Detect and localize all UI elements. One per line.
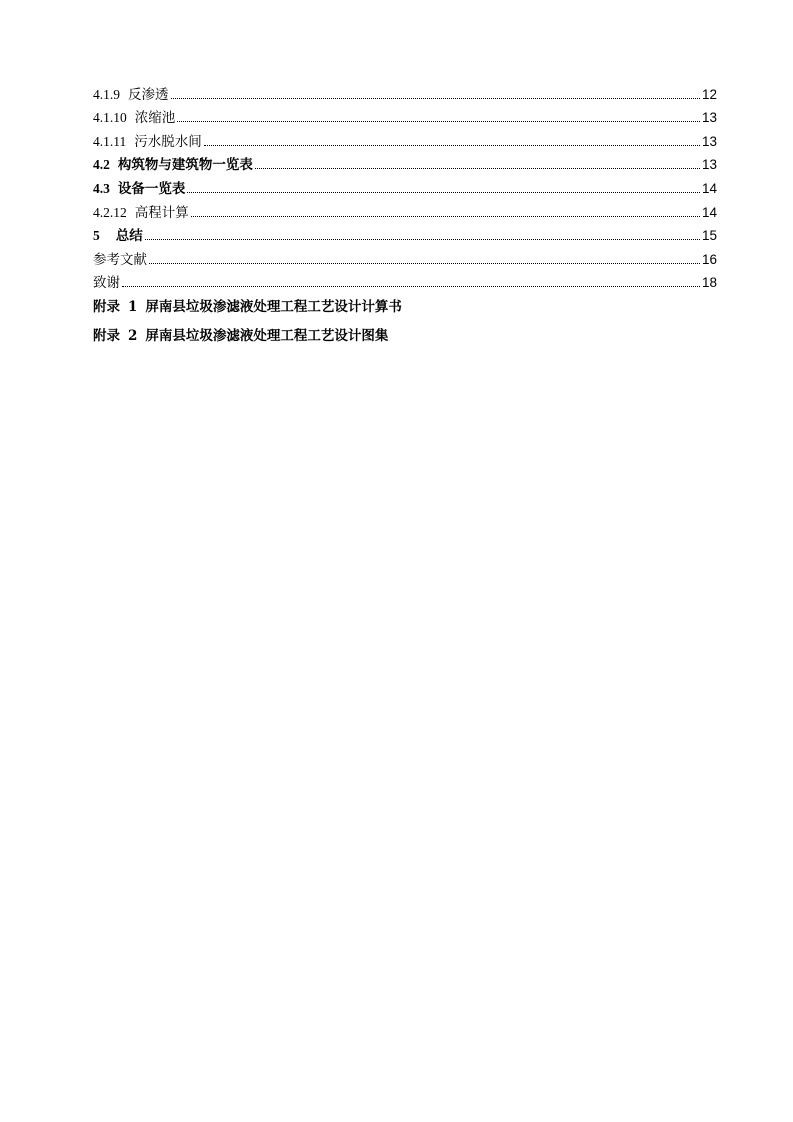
appendix-label: 附录	[93, 298, 120, 315]
toc-entry-title: 污水脱水间	[134, 133, 202, 150]
toc-entry-4-1-9[interactable]	[93, 79, 717, 103]
toc-page-number: 16	[701, 251, 717, 267]
toc-page-number: 13	[701, 110, 717, 126]
toc-leader-dots	[122, 285, 700, 287]
toc-entry-number: 4.1.9	[93, 86, 120, 102]
toc-page-number: 14	[701, 204, 717, 220]
toc-entry-number: 4.1.10	[93, 110, 127, 126]
toc-entry-5[interactable]	[93, 221, 717, 245]
table-of-contents	[93, 79, 717, 344]
toc-leader-dots	[187, 191, 700, 193]
appendix-title: 屏南县垃圾渗滤液处理工程工艺设计图集	[145, 327, 389, 344]
toc-entry-title: 设备一览表	[117, 180, 186, 197]
toc-entry-title: 参考文献	[93, 251, 147, 268]
toc-appendix-2[interactable]	[93, 315, 717, 344]
toc-page-number: 14	[701, 180, 717, 196]
toc-entry-4-1-11[interactable]	[93, 126, 717, 150]
toc-entry-number: 4.2	[93, 157, 110, 173]
toc-entry-title: 构筑物与建筑物一览表	[117, 157, 253, 174]
toc-page-number: 13	[701, 133, 717, 149]
toc-leader-dots	[145, 238, 700, 240]
toc-appendix-1[interactable]	[93, 291, 717, 315]
appendix-label: 附录	[93, 327, 120, 344]
toc-leader-dots	[255, 167, 700, 169]
toc-entry-title: 致谢	[93, 275, 120, 292]
toc-page-number: 15	[701, 228, 717, 244]
toc-page-number: 13	[701, 157, 717, 173]
toc-leader-dots	[177, 120, 700, 122]
toc-entry-title: 总结	[115, 228, 143, 245]
toc-entry-4-3[interactable]	[93, 173, 717, 197]
toc-page-number: 12	[701, 86, 717, 102]
toc-page-number: 18	[701, 275, 717, 291]
toc-entry-number: 5	[93, 228, 100, 244]
appendix-number: 1	[128, 298, 138, 315]
toc-entry-4-2-12[interactable]	[93, 197, 717, 221]
appendix-number: 2	[128, 327, 138, 344]
toc-leader-dots	[204, 144, 700, 146]
toc-leader-dots	[171, 97, 700, 99]
toc-entry-4-1-10[interactable]	[93, 103, 717, 127]
toc-entry-acknowledgements[interactable]	[93, 268, 717, 292]
toc-leader-dots	[149, 262, 700, 264]
toc-entry-number: 4.3	[93, 180, 110, 196]
toc-entry-title: 反渗透	[128, 86, 169, 103]
toc-entry-4-2[interactable]	[93, 150, 717, 174]
toc-entry-number: 4.2.12	[93, 204, 127, 220]
toc-entry-number: 4.1.11	[93, 133, 127, 149]
toc-leader-dots	[191, 215, 700, 217]
toc-entry-title: 高程计算	[134, 204, 189, 221]
appendix-title: 屏南县垃圾渗滤液处理工程工艺设计计算书	[145, 298, 402, 315]
toc-entry-references[interactable]	[93, 244, 717, 268]
toc-entry-title: 浓缩池	[134, 110, 176, 127]
